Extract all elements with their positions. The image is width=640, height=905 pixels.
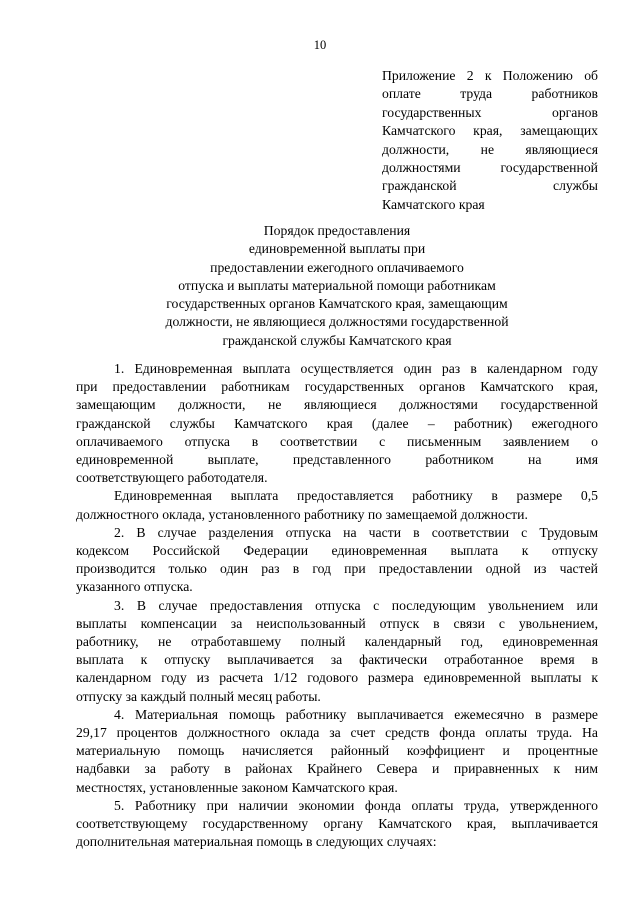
appendix-line: Камчатского края <box>382 196 485 212</box>
body-line: календарном году из расчета 1/12 годового размера единовременной выплаты к <box>76 670 598 686</box>
body-line: при предоставлении работникам государственных органов Камчатского края, <box>76 379 598 395</box>
body-line: 5. Работнику при наличии экономии фонда оплаты труда, утвержденного <box>114 797 598 813</box>
appendix-line: должности, не являющиеся <box>382 141 598 157</box>
body-line: оплачиваемого отпуска в соответствии с письменным заявлением о <box>76 433 598 449</box>
body-line: 2. В случае разделения отпуска на части в соответствии с Трудовым <box>114 524 598 540</box>
title-line: гражданской службы Камчатского края <box>222 332 452 348</box>
body-line: 3. В случае предоставления отпуска с последующим увольнением или <box>114 597 598 613</box>
body-line: гражданской службы Камчатского края (далее – работник) ежегодного <box>76 415 598 431</box>
title-line: отпуска и выплаты материальной помощи работникам <box>178 277 496 293</box>
title-line: Порядок предоставления <box>263 223 411 238</box>
title-line: должности, не являющиеся должностями государственной <box>165 314 509 330</box>
body-line: производится только один раз в год при предоставлении одной из частей <box>76 561 598 577</box>
body-line: единовременной выплате, представленного работником на имя <box>76 452 598 468</box>
body-line: надбавки за работу в районах Крайнего Севера и приравненных к ним <box>76 761 598 777</box>
body-line: 4. Материальная помощь работнику выплачивается ежемесячно в размере <box>114 706 598 722</box>
body-line: должностного оклада, установленного работнику по замещаемой должности. <box>76 506 528 522</box>
body-line: дополнительная материальная помощь в следующих случаях: <box>76 834 437 850</box>
appendix-line: гражданской службы <box>382 178 598 194</box>
appendix-line: Приложение 2 к Положению об <box>382 68 598 83</box>
body-line: выплата к отпуску выплачивается за фактически отработанное время в <box>76 652 598 668</box>
body-line: соответствующего работодателя. <box>76 470 268 486</box>
title-line: предоставлении ежегодного оплачиваемого <box>210 259 464 275</box>
body-line: выплаты компенсации за неиспользованный отпуск в связи с увольнением, <box>76 615 598 631</box>
appendix-header <box>382 67 598 214</box>
document-body <box>76 360 598 851</box>
appendix-line: оплате труда работников <box>382 86 598 102</box>
body-line: местностях, установленные законом Камчатского края. <box>76 779 398 795</box>
body-line: соответствующему государственному органу Камчатского края, выплачивается <box>76 816 598 832</box>
body-line: материальную помощь начисляется районный коэффициент и процентные <box>76 743 598 759</box>
appendix-line: должностями государственной <box>382 160 598 176</box>
body-line: кодексом Российской Федерации единовременная выплата к отпуску <box>76 543 598 559</box>
body-line: 1. Единовременная выплата осуществляется один раз в календарном году <box>114 361 598 376</box>
body-line: 29,17 процентов должностного оклада за счет средств фонда оплаты труда. На <box>76 725 598 741</box>
body-line: работнику, не отработавшему полный календарный год, единовременная <box>76 634 598 650</box>
title-line: государственных органов Камчатского края, замещающим <box>166 296 508 312</box>
title-line: единовременной выплаты при <box>248 241 426 257</box>
body-line: Единовременная выплата предоставляется работнику в размере 0,5 <box>114 488 598 504</box>
body-line: замещающим должности, не являющиеся должностями государственной <box>76 397 598 413</box>
document-title <box>76 222 598 350</box>
page-number: 10 <box>313 38 327 52</box>
appendix-line: государственных органов <box>382 104 598 120</box>
body-line: указанного отпуска. <box>76 579 193 595</box>
appendix-line: Камчатского края, замещающих <box>382 123 598 139</box>
body-line: отпуску за каждый полный месяц работы. <box>76 688 321 704</box>
